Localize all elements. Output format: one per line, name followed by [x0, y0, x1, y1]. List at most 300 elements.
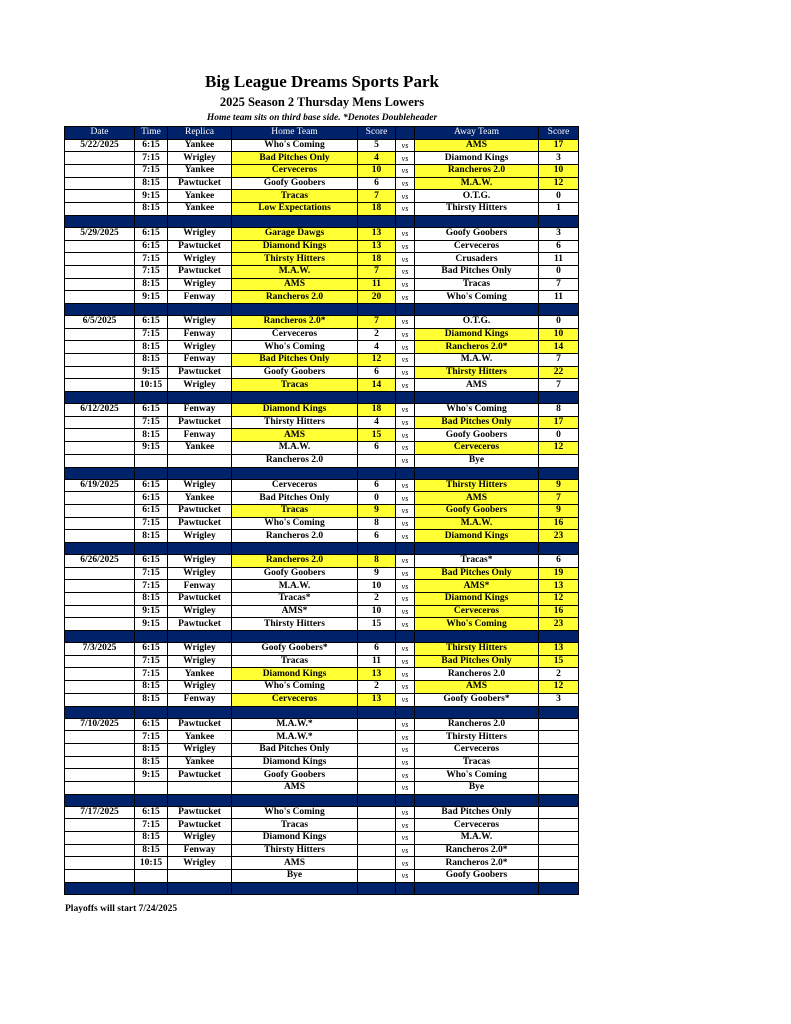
- away-team: Cerveceros: [415, 442, 539, 455]
- vs-label: vs: [396, 442, 415, 455]
- away-score: 16: [539, 605, 579, 618]
- separator-cell: [539, 467, 579, 479]
- separator-cell: [396, 706, 415, 718]
- vs-label: vs: [396, 618, 415, 631]
- game-time: 6:15: [135, 315, 168, 328]
- away-score: 16: [539, 517, 579, 530]
- separator-cell: [415, 706, 539, 718]
- game-time: 9:15: [135, 605, 168, 618]
- away-team: Bye: [415, 454, 539, 467]
- home-score: 10: [358, 165, 396, 178]
- table-row: [65, 227, 579, 240]
- game-field: Wrigley: [168, 152, 232, 165]
- table-row: [65, 832, 579, 845]
- game-field: Wrigley: [168, 605, 232, 618]
- game-time: 6:15: [135, 806, 168, 819]
- home-score: 10: [358, 605, 396, 618]
- away-team: M.A.W.: [415, 177, 539, 190]
- home-score: 6: [358, 643, 396, 656]
- game-field: Fenway: [168, 354, 232, 367]
- away-score: 10: [539, 165, 579, 178]
- separator-cell: [396, 794, 415, 806]
- vs-label: vs: [396, 429, 415, 442]
- home-score: [358, 832, 396, 845]
- away-score: 13: [539, 643, 579, 656]
- separator-cell: [396, 215, 415, 227]
- separator-cell: [65, 631, 135, 643]
- game-field: Wrigley: [168, 681, 232, 694]
- game-date: [65, 844, 135, 857]
- home-team: AMS: [232, 781, 358, 794]
- table-header-row: [65, 127, 579, 140]
- home-score: 6: [358, 366, 396, 379]
- vs-label: vs: [396, 554, 415, 567]
- vs-label: vs: [396, 190, 415, 203]
- away-team: Goofy Goobers: [415, 504, 539, 517]
- away-team: Diamond Kings: [415, 530, 539, 543]
- table-row: [65, 806, 579, 819]
- away-score: 22: [539, 366, 579, 379]
- home-team: Thirsty Hitters: [232, 416, 358, 429]
- home-score: 4: [358, 341, 396, 354]
- separator-cell: [65, 706, 135, 718]
- table-row: [65, 643, 579, 656]
- home-score: 15: [358, 429, 396, 442]
- separator-cell: [358, 467, 396, 479]
- col-header-time: Time: [135, 127, 168, 140]
- game-field: Wrigley: [168, 530, 232, 543]
- away-score: [539, 769, 579, 782]
- home-team: Bad Pitches Only: [232, 743, 358, 756]
- game-date: [65, 328, 135, 341]
- game-time: 8:15: [135, 203, 168, 216]
- home-score: 8: [358, 517, 396, 530]
- vs-label: vs: [396, 265, 415, 278]
- away-team: Thirsty Hitters: [415, 479, 539, 492]
- home-team: Bad Pitches Only: [232, 354, 358, 367]
- away-team: Bad Pitches Only: [415, 265, 539, 278]
- home-score: 6: [358, 177, 396, 190]
- separator-cell: [168, 794, 232, 806]
- vs-label: vs: [396, 870, 415, 883]
- table-row: [65, 203, 579, 216]
- game-date: [65, 265, 135, 278]
- game-date: [65, 152, 135, 165]
- game-time: 10:15: [135, 857, 168, 870]
- vs-label: vs: [396, 643, 415, 656]
- game-field: Wrigley: [168, 379, 232, 392]
- game-time: [135, 870, 168, 883]
- home-score: 13: [358, 240, 396, 253]
- away-score: 11: [539, 253, 579, 266]
- home-score: 9: [358, 504, 396, 517]
- home-team: Who's Coming: [232, 806, 358, 819]
- game-field: Pawtucket: [168, 366, 232, 379]
- game-time: 7:15: [135, 731, 168, 744]
- table-row: [65, 857, 579, 870]
- away-score: 11: [539, 291, 579, 304]
- week-separator: [65, 706, 579, 718]
- game-time: 7:15: [135, 819, 168, 832]
- away-team: Rancheros 2.0: [415, 718, 539, 731]
- home-team: Who's Coming: [232, 517, 358, 530]
- separator-cell: [396, 882, 415, 894]
- separator-cell: [168, 882, 232, 894]
- separator-cell: [415, 215, 539, 227]
- home-team: Who's Coming: [232, 341, 358, 354]
- vs-label: vs: [396, 253, 415, 266]
- table-row: [65, 492, 579, 505]
- home-team: M.A.W.: [232, 580, 358, 593]
- away-score: [539, 819, 579, 832]
- vs-label: vs: [396, 278, 415, 291]
- home-score: 18: [358, 404, 396, 417]
- separator-cell: [168, 542, 232, 554]
- game-date: [65, 756, 135, 769]
- game-time: 7:15: [135, 328, 168, 341]
- away-team: Diamond Kings: [415, 152, 539, 165]
- game-time: 6:15: [135, 504, 168, 517]
- away-team: Rancheros 2.0: [415, 165, 539, 178]
- game-date: [65, 253, 135, 266]
- game-date: [65, 429, 135, 442]
- table-row: [65, 253, 579, 266]
- vs-label: vs: [396, 668, 415, 681]
- game-date: [65, 341, 135, 354]
- home-team: Goofy Goobers: [232, 366, 358, 379]
- game-date: [65, 769, 135, 782]
- separator-cell: [135, 467, 168, 479]
- game-time: 9:15: [135, 190, 168, 203]
- home-score: [358, 857, 396, 870]
- home-score: 20: [358, 291, 396, 304]
- separator-cell: [135, 542, 168, 554]
- home-team: Rancheros 2.0: [232, 530, 358, 543]
- home-team: Goofy Goobers*: [232, 643, 358, 656]
- table-row: [65, 291, 579, 304]
- game-field: Pawtucket: [168, 177, 232, 190]
- home-score: 7: [358, 265, 396, 278]
- game-date: [65, 743, 135, 756]
- away-team: Bad Pitches Only: [415, 416, 539, 429]
- table-row: [65, 769, 579, 782]
- game-date: [65, 681, 135, 694]
- separator-cell: [232, 794, 358, 806]
- game-field: Pawtucket: [168, 504, 232, 517]
- vs-label: vs: [396, 743, 415, 756]
- away-team: Goofy Goobers*: [415, 693, 539, 706]
- separator-cell: [232, 542, 358, 554]
- separator-cell: [358, 215, 396, 227]
- home-team: Tracas: [232, 190, 358, 203]
- away-score: [539, 756, 579, 769]
- separator-cell: [415, 794, 539, 806]
- separator-cell: [539, 392, 579, 404]
- vs-label: vs: [396, 718, 415, 731]
- separator-cell: [135, 631, 168, 643]
- game-field: Pawtucket: [168, 718, 232, 731]
- game-field: Fenway: [168, 429, 232, 442]
- home-score: 6: [358, 479, 396, 492]
- game-time: 8:15: [135, 693, 168, 706]
- game-time: 8:15: [135, 177, 168, 190]
- game-time: 6:15: [135, 227, 168, 240]
- vs-label: vs: [396, 341, 415, 354]
- game-field: Fenway: [168, 404, 232, 417]
- separator-cell: [358, 542, 396, 554]
- separator-cell: [415, 392, 539, 404]
- table-row: [65, 731, 579, 744]
- home-team: Rancheros 2.0*: [232, 315, 358, 328]
- separator-cell: [168, 631, 232, 643]
- game-time: 7:15: [135, 416, 168, 429]
- away-score: 8: [539, 404, 579, 417]
- vs-label: vs: [396, 605, 415, 618]
- separator-cell: [232, 215, 358, 227]
- vs-label: vs: [396, 328, 415, 341]
- vs-label: vs: [396, 492, 415, 505]
- away-team: Who's Coming: [415, 769, 539, 782]
- table-row: [65, 139, 579, 152]
- away-score: [539, 806, 579, 819]
- separator-cell: [135, 706, 168, 718]
- away-team: Tracas*: [415, 554, 539, 567]
- game-time: 9:15: [135, 291, 168, 304]
- away-score: 3: [539, 152, 579, 165]
- game-date: [65, 819, 135, 832]
- away-team: Thirsty Hitters: [415, 203, 539, 216]
- away-team: Bye: [415, 781, 539, 794]
- home-score: 18: [358, 253, 396, 266]
- game-time: 8:15: [135, 429, 168, 442]
- game-date: [65, 605, 135, 618]
- home-score: 5: [358, 139, 396, 152]
- vs-label: vs: [396, 203, 415, 216]
- home-team: Thirsty Hitters: [232, 844, 358, 857]
- game-time: 7:15: [135, 567, 168, 580]
- table-row: [65, 177, 579, 190]
- col-header-replica: Replica: [168, 127, 232, 140]
- game-field: [168, 870, 232, 883]
- home-team: M.A.W.: [232, 265, 358, 278]
- game-field: Fenway: [168, 844, 232, 857]
- away-team: Rancheros 2.0*: [415, 341, 539, 354]
- away-score: [539, 718, 579, 731]
- col-header-away-score: Score: [539, 127, 579, 140]
- separator-cell: [358, 882, 396, 894]
- game-date: [65, 618, 135, 631]
- separator-cell: [415, 542, 539, 554]
- away-team: AMS: [415, 379, 539, 392]
- separator-cell: [539, 542, 579, 554]
- table-row: [65, 315, 579, 328]
- away-team: AMS: [415, 681, 539, 694]
- separator-cell: [396, 303, 415, 315]
- home-team: Who's Coming: [232, 681, 358, 694]
- game-time: 8:15: [135, 832, 168, 845]
- game-time: 6:15: [135, 139, 168, 152]
- away-score: 15: [539, 655, 579, 668]
- away-score: 6: [539, 554, 579, 567]
- home-team: Diamond Kings: [232, 756, 358, 769]
- home-score: 13: [358, 227, 396, 240]
- home-score: 4: [358, 416, 396, 429]
- table-row: [65, 454, 579, 467]
- away-score: 9: [539, 504, 579, 517]
- game-time: 7:15: [135, 253, 168, 266]
- home-team: Bad Pitches Only: [232, 492, 358, 505]
- vs-label: vs: [396, 530, 415, 543]
- playoffs-note: Playoffs will start 7/24/2025: [65, 904, 178, 914]
- home-team: Cerveceros: [232, 328, 358, 341]
- away-score: 10: [539, 328, 579, 341]
- home-team: Tracas: [232, 379, 358, 392]
- separator-cell: [232, 392, 358, 404]
- home-score: 11: [358, 655, 396, 668]
- away-team: Thirsty Hitters: [415, 731, 539, 744]
- table-row: [65, 341, 579, 354]
- game-field: Yankee: [168, 442, 232, 455]
- away-score: [539, 743, 579, 756]
- col-header-away-team: Away Team: [415, 127, 539, 140]
- vs-label: vs: [396, 693, 415, 706]
- game-field: Wrigley: [168, 832, 232, 845]
- game-date: [65, 366, 135, 379]
- game-date: [65, 832, 135, 845]
- separator-cell: [539, 215, 579, 227]
- home-team: Goofy Goobers: [232, 177, 358, 190]
- home-score: [358, 756, 396, 769]
- home-team: Diamond Kings: [232, 668, 358, 681]
- separator-cell: [232, 467, 358, 479]
- game-date: [65, 177, 135, 190]
- table-row: [65, 819, 579, 832]
- vs-label: vs: [396, 139, 415, 152]
- vs-label: vs: [396, 404, 415, 417]
- separator-cell: [396, 631, 415, 643]
- home-team: Tracas*: [232, 593, 358, 606]
- game-time: 8:15: [135, 593, 168, 606]
- week-separator: [65, 467, 579, 479]
- week-separator: [65, 794, 579, 806]
- game-date: [65, 454, 135, 467]
- game-time: 7:15: [135, 165, 168, 178]
- home-team: Cerveceros: [232, 165, 358, 178]
- away-team: M.A.W.: [415, 832, 539, 845]
- away-score: 19: [539, 567, 579, 580]
- game-date: [65, 379, 135, 392]
- home-team: Garage Dawgs: [232, 227, 358, 240]
- away-team: Bad Pitches Only: [415, 806, 539, 819]
- week-separator: [65, 215, 579, 227]
- away-score: [539, 844, 579, 857]
- game-field: Wrigley: [168, 227, 232, 240]
- vs-label: vs: [396, 844, 415, 857]
- table-row: [65, 517, 579, 530]
- game-date: 6/26/2025: [65, 554, 135, 567]
- game-date: [65, 203, 135, 216]
- away-team: Cerveceros: [415, 819, 539, 832]
- game-field: Yankee: [168, 203, 232, 216]
- home-score: 6: [358, 530, 396, 543]
- away-team: Tracas: [415, 756, 539, 769]
- away-team: Rancheros 2.0*: [415, 857, 539, 870]
- vs-label: vs: [396, 165, 415, 178]
- vs-label: vs: [396, 240, 415, 253]
- home-team: Thirsty Hitters: [232, 618, 358, 631]
- home-score: [358, 819, 396, 832]
- separator-cell: [168, 303, 232, 315]
- game-time: [135, 454, 168, 467]
- game-field: Wrigley: [168, 479, 232, 492]
- away-score: 3: [539, 227, 579, 240]
- vs-label: vs: [396, 517, 415, 530]
- game-date: [65, 504, 135, 517]
- home-team: Rancheros 2.0: [232, 454, 358, 467]
- game-time: 7:15: [135, 668, 168, 681]
- home-score: [358, 731, 396, 744]
- away-team: AMS: [415, 492, 539, 505]
- game-field: Yankee: [168, 190, 232, 203]
- home-score: 18: [358, 203, 396, 216]
- game-date: [65, 857, 135, 870]
- home-team: M.A.W.*: [232, 718, 358, 731]
- away-score: [539, 731, 579, 744]
- game-time: 7:15: [135, 152, 168, 165]
- table-row: [65, 416, 579, 429]
- col-header-date: Date: [65, 127, 135, 140]
- game-field: Yankee: [168, 165, 232, 178]
- table-row: [65, 240, 579, 253]
- separator-cell: [396, 392, 415, 404]
- away-team: Who's Coming: [415, 291, 539, 304]
- away-team: Tracas: [415, 278, 539, 291]
- game-field: Yankee: [168, 756, 232, 769]
- away-team: Thirsty Hitters: [415, 643, 539, 656]
- home-team: Tracas: [232, 504, 358, 517]
- page-title: Big League Dreams Sports Park: [205, 72, 439, 91]
- away-score: 7: [539, 492, 579, 505]
- away-team: Rancheros 2.0: [415, 668, 539, 681]
- game-date: [65, 693, 135, 706]
- home-score: 0: [358, 492, 396, 505]
- home-score: 2: [358, 681, 396, 694]
- separator-cell: [539, 794, 579, 806]
- game-time: 8:15: [135, 278, 168, 291]
- vs-label: vs: [396, 227, 415, 240]
- vs-label: vs: [396, 655, 415, 668]
- away-team: Bad Pitches Only: [415, 655, 539, 668]
- game-time: 9:15: [135, 442, 168, 455]
- game-date: [65, 655, 135, 668]
- separator-cell: [135, 303, 168, 315]
- home-score: 9: [358, 567, 396, 580]
- game-field: Pawtucket: [168, 265, 232, 278]
- game-date: [65, 668, 135, 681]
- schedule-body: [65, 139, 579, 894]
- game-date: 5/22/2025: [65, 139, 135, 152]
- away-score: 7: [539, 354, 579, 367]
- game-field: Wrigley: [168, 341, 232, 354]
- away-team: O.T.G.: [415, 190, 539, 203]
- home-team: Low Expectations: [232, 203, 358, 216]
- vs-label: vs: [396, 681, 415, 694]
- game-date: [65, 416, 135, 429]
- home-team: Rancheros 2.0: [232, 554, 358, 567]
- game-date: 5/29/2025: [65, 227, 135, 240]
- game-field: Wrigley: [168, 554, 232, 567]
- vs-label: vs: [396, 291, 415, 304]
